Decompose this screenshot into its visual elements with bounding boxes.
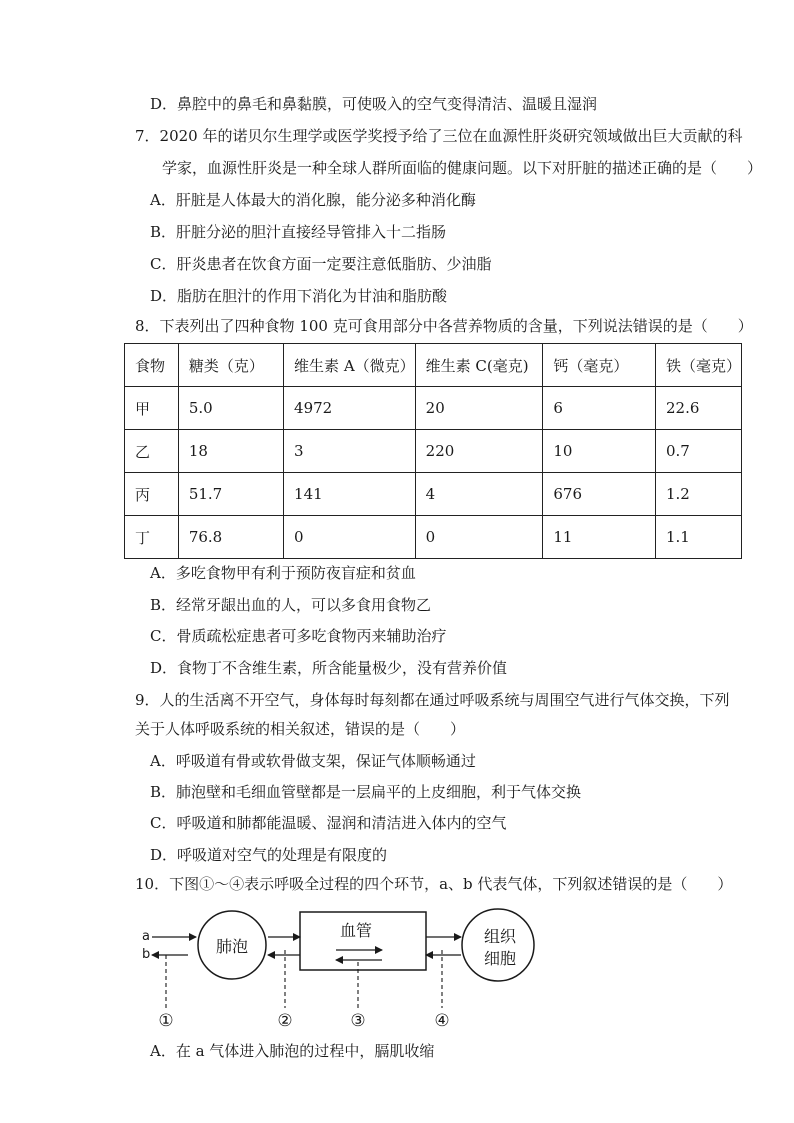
q9-option-b: B．肺泡壁和毛细血管壁都是一层扁平的上皮细胞，利于气体交换 [150, 783, 582, 801]
alveolus-label: 肺泡 [215, 937, 249, 956]
table-cell: 18 [178, 430, 283, 473]
q10-stem: 10．下图①～④表示呼吸全过程的四个环节，a、b 代表气体，下列叙述错误的是（ ） [135, 875, 733, 893]
table-cell: 0.7 [655, 430, 741, 473]
respiration-diagram [130, 900, 570, 1035]
q8-option-b: B．经常牙龈出血的人，可以多食用食物乙 [150, 596, 432, 614]
table-row [125, 430, 742, 473]
vessel-label: 血管 [339, 921, 373, 940]
table-cell: 0 [284, 516, 416, 559]
table-header-row [125, 344, 742, 387]
table-header-cell: 维生素 A（微克） [284, 344, 416, 387]
table-cell: 甲 [125, 387, 179, 430]
table-cell: 51.7 [178, 473, 283, 516]
table-header-cell: 维生素 C(毫克) [415, 344, 543, 387]
table-cell: 3 [284, 430, 416, 473]
tissue-label-line2: 细胞 [483, 949, 517, 968]
q8-option-d: D．食物丁不含维生素，所含能量极少，没有营养价值 [150, 659, 508, 677]
q9-stem-line2: 关于人体呼吸系统的相关叙述，错误的是（ ） [135, 720, 466, 738]
q8-option-c: C．骨质疏松症患者可多吃食物丙来辅助治疗 [150, 627, 447, 645]
step-number-4: ④ [434, 1011, 450, 1031]
q7-option-a: A．肝脏是人体最大的消化腺，能分泌多种消化酶 [150, 191, 476, 209]
q9-option-a: A．呼吸道有骨或软骨做支架，保证气体顺畅通过 [150, 752, 476, 770]
table-cell: 676 [543, 473, 656, 516]
table-cell: 4 [415, 473, 543, 516]
table-cell: 76.8 [178, 516, 283, 559]
q9-option-c: C．呼吸道和肺都能温暖、湿润和清洁进入体内的空气 [150, 814, 507, 832]
q9-option-d: D．呼吸道对空气的处理是有限度的 [150, 846, 388, 864]
table-cell: 丙 [125, 473, 179, 516]
table-cell: 220 [415, 430, 543, 473]
q7-option-c: C．肝炎患者在饮食方面一定要注意低脂肪、少油脂 [150, 255, 492, 273]
table-cell: 6 [543, 387, 656, 430]
q7-option-b: B．肝脏分泌的胆汁直接经导管排入十二指肠 [150, 223, 447, 241]
q7-stem-line2: 学家，血源性肝炎是一种全球人群所面临的健康问题。以下对肝脏的描述正确的是（ ） [162, 159, 763, 177]
table-cell: 4972 [284, 387, 416, 430]
table-cell: 11 [543, 516, 656, 559]
table-cell: 141 [284, 473, 416, 516]
table-cell: 22.6 [655, 387, 741, 430]
table-header-cell: 铁（毫克） [655, 344, 741, 387]
table-cell: 乙 [125, 430, 179, 473]
q8-option-a: A．多吃食物甲有利于预防夜盲症和贫血 [150, 564, 416, 582]
tissue-label-line1: 组织 [483, 927, 517, 946]
step-number-3: ③ [350, 1011, 366, 1031]
table-cell: 1.2 [655, 473, 741, 516]
q6-option-d: D．鼻腔中的鼻毛和鼻黏膜，可使吸入的空气变得清洁、温暖且湿润 [150, 95, 598, 113]
nutrition-table [124, 343, 742, 559]
q7-option-d: D．脂肪在胆汁的作用下消化为甘油和脂肪酸 [150, 287, 448, 305]
q8-stem: 8．下表列出了四种食物 100 克可食用部分中各营养物质的含量，下列说法错误的是（ ） [135, 317, 753, 335]
q9-stem-line1: 9．人的生活离不开空气，身体每时每刻都在通过呼吸系统与周围空气进行气体交换，下列 [135, 691, 730, 709]
table-row [125, 387, 742, 430]
table-cell: 0 [415, 516, 543, 559]
gas-a-label: a [142, 929, 150, 944]
table-cell: 1.1 [655, 516, 741, 559]
table-header-cell: 钙（毫克） [543, 344, 656, 387]
q10-option-a: A．在 a 气体进入肺泡的过程中，膈肌收缩 [150, 1042, 435, 1060]
step-number-1: ① [158, 1011, 174, 1031]
q7-stem-line1: 7．2020 年的诺贝尔生理学或医学奖授予给了三位在血源性肝炎研究领域做出巨大贡献的科 [135, 127, 743, 145]
table-row [125, 473, 742, 516]
table-cell: 5.0 [178, 387, 283, 430]
table-header-cell: 糖类（克） [178, 344, 283, 387]
table-cell: 丁 [125, 516, 179, 559]
table-cell: 20 [415, 387, 543, 430]
table-cell: 10 [543, 430, 656, 473]
gas-b-label: b [142, 947, 151, 962]
table-row [125, 516, 742, 559]
step-number-2: ② [277, 1011, 293, 1031]
table-header-cell: 食物 [125, 344, 179, 387]
